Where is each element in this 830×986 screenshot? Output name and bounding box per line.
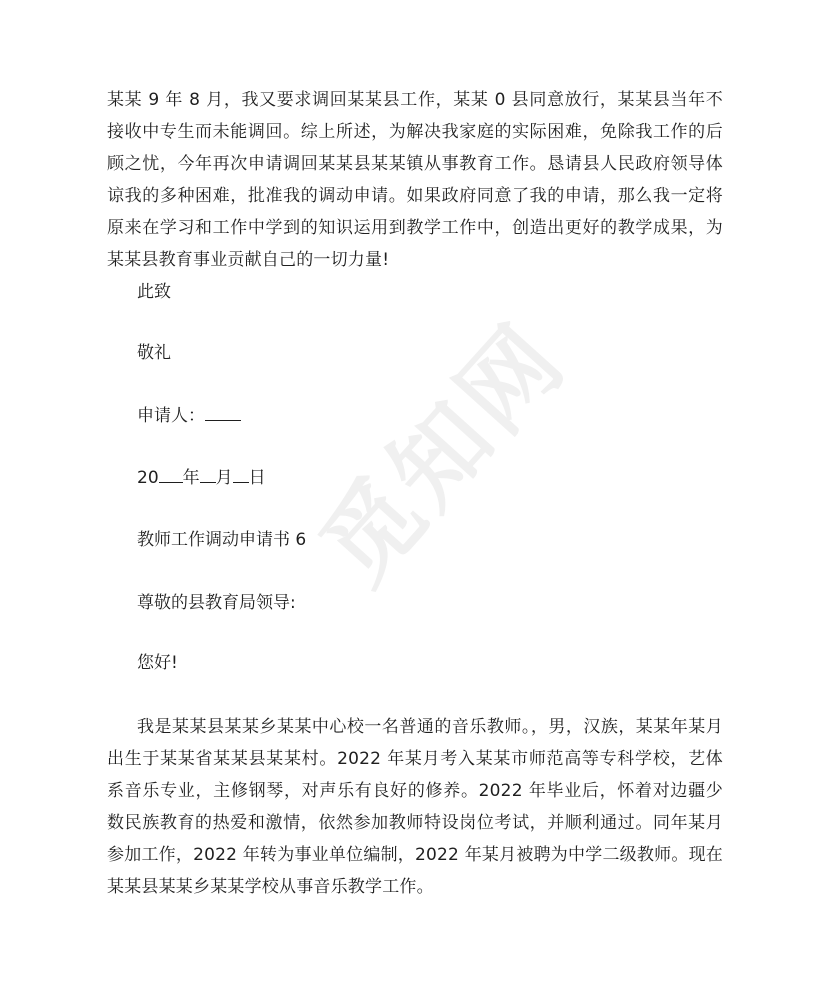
date-month-label: 月 (215, 468, 233, 488)
date-day-blank (233, 466, 249, 483)
date-line (137, 466, 266, 490)
applicant-line (137, 404, 241, 428)
greeting: 您好! (137, 653, 178, 673)
body-paragraph-1: 某某 9 年 8 月，我又要求调回某某县工作，某某 0 县同意放行，某某县当年不接收中专生而未能调回。综上所述，为解决我家庭的实际困难，免除我工作的后顾之忧，今年再次申请调回某某县某某镇从事教育工作。恳请县人民政府领导体谅我的多种困难，批准我的调动申请。如果政府同意了我的申请，那么我一定将原来在学习和工作中学到的知识运用到教学工作中，创造出更好的教学成果，为某某县教育事业贡献自己的一切力量! (107, 90, 723, 270)
salutation: 尊敬的县教育局领导: (137, 593, 296, 613)
applicant-blank (205, 404, 241, 421)
closing-regards: 敬礼 (137, 343, 171, 363)
section-title: 教师工作调动申请书 6 (137, 530, 307, 550)
applicant-label: 申请人： (137, 406, 205, 426)
date-prefix: 20 (137, 468, 159, 488)
date-year-blank (159, 466, 183, 483)
date-day-label: 日 (248, 468, 266, 488)
body-paragraph-2: 我是某某县某某乡某某中心校一名普通的音乐教师。，男，汉族，某某年某月出生于某某省某某县某某村。2022 年某月考入某某市师范高等专科学校，艺体系音乐专业，主修钢琴，对声乐有良好的修养。2022 年毕业后，怀着对边疆少数民族教育的热爱和激情，依然参加教师特设岗位考试，并顺利通过。同年某月参加工作，2022 年转为事业单位编制，2022 年某月被聘为中学二级教师。现在某某县某某乡某某学校从事音乐教学工作。 (107, 717, 723, 897)
closing-salutation: 此致 (137, 282, 171, 302)
date-month-blank (200, 466, 216, 483)
date-year-label: 年 (182, 468, 200, 488)
watermark: 觅知网 (299, 302, 588, 605)
